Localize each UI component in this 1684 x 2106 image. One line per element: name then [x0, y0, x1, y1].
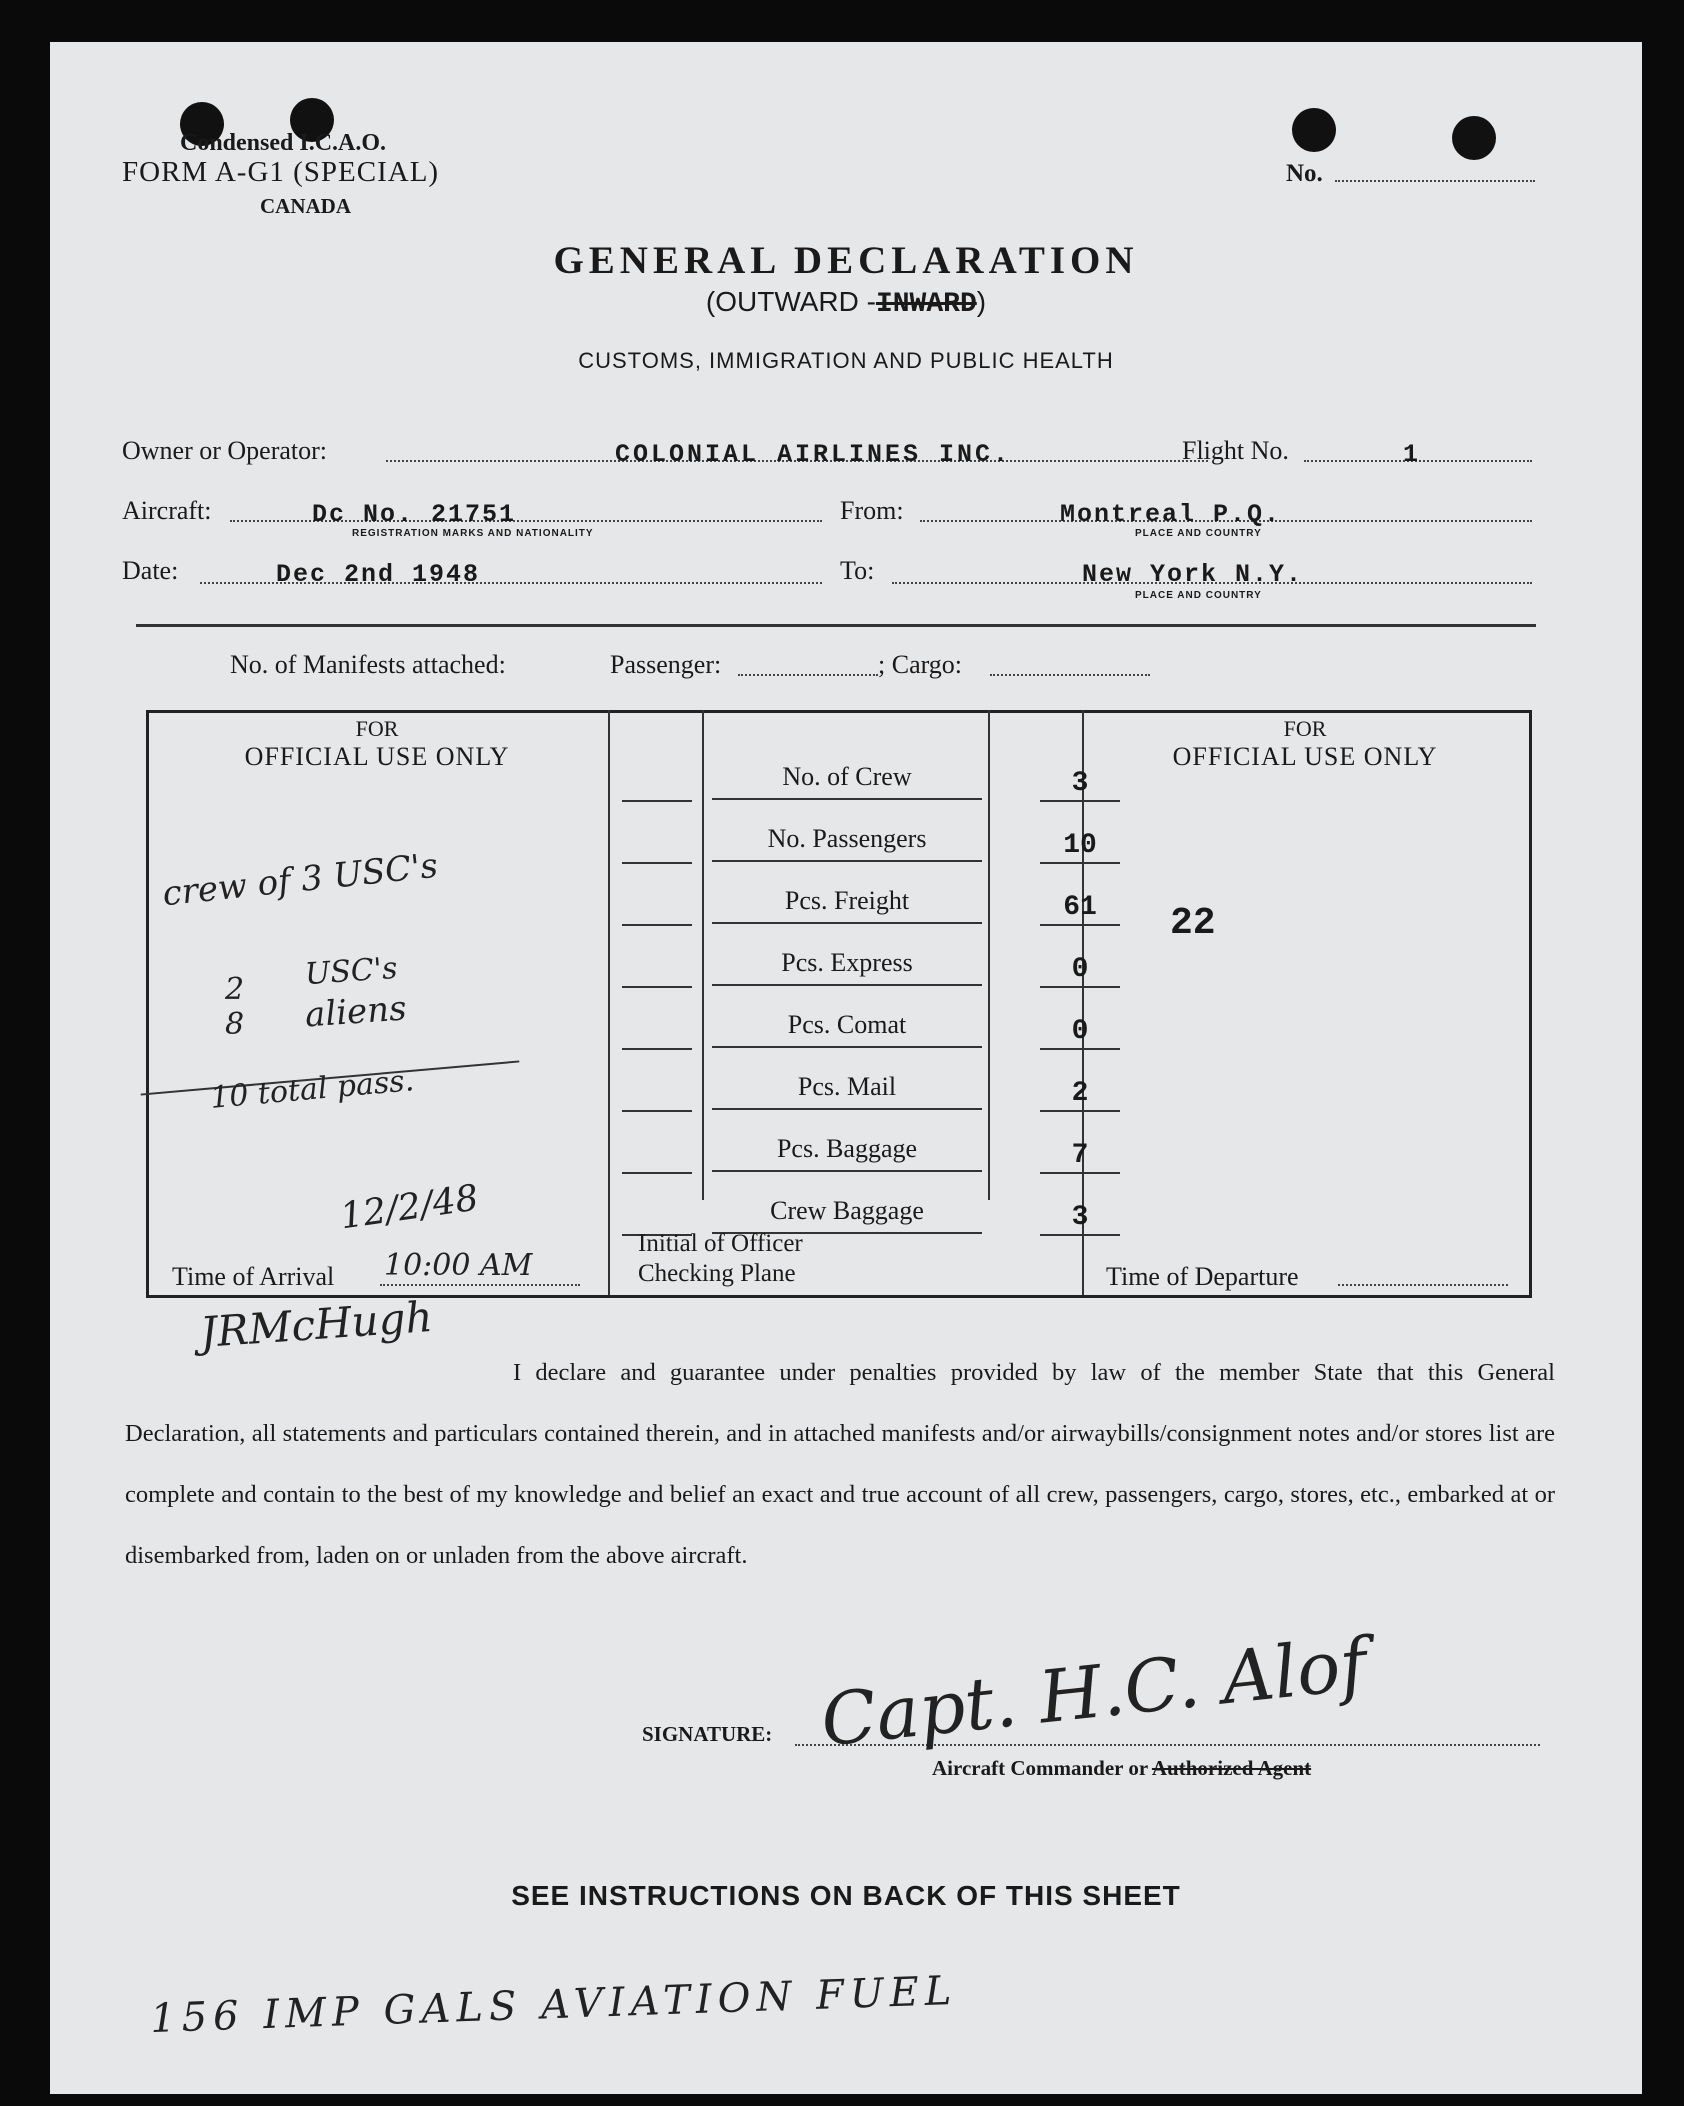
hand-note-2: 2 [225, 972, 245, 1007]
captain-signature: Capt. H.C. Alof [817, 1621, 1371, 1763]
departure-label: Time of Departure [1106, 1262, 1299, 1291]
header-country: CANADA [260, 194, 351, 218]
title-outward: (OUTWARD - [705, 286, 876, 317]
hand-note-usc: USC's [303, 950, 399, 993]
row-label: Pcs. Comat [787, 1010, 907, 1039]
page-title: GENERAL DECLARATION [553, 239, 1139, 282]
row-dash-right [1040, 924, 1120, 926]
divider [136, 624, 1536, 627]
officer-line2: Checking Plane [638, 1260, 796, 1287]
owner-label: Owner or Operator: [122, 436, 328, 465]
row-dash-left [622, 924, 692, 926]
aircraft-label: Aircraft: [122, 496, 212, 525]
no-label: No. [1286, 160, 1323, 187]
table-divider [608, 710, 610, 1295]
title-close: ) [976, 286, 987, 317]
date-label: Date: [122, 556, 179, 585]
header-condensed: Condensed I.C.A.O. [180, 130, 387, 156]
manifests-passenger-field[interactable] [738, 674, 878, 676]
no-field[interactable] [1335, 180, 1535, 182]
hand-note-crew: crew of 3 USC's [160, 845, 440, 915]
manifests-cargo-label: ; Cargo: [878, 650, 963, 679]
row-dash-left [622, 800, 692, 802]
to-label: To: [840, 556, 875, 585]
table-divider [988, 710, 990, 1200]
row-rule [712, 1108, 982, 1110]
owner-value: COLONIAL AIRLINES INC. [615, 440, 1012, 469]
to-hint: PLACE AND COUNTRY [1135, 590, 1262, 601]
row-value: 7 [1071, 1140, 1089, 1171]
declaration-text: I declare and guarantee under penalties provided by law of the member State that this General Declaration, all statements and particulars contained therein, and in attached manifests and/or airwaybills/consignment notes and/or stores list are complete and contain to the best of my knowledge and belief an exact and true account of all crew, passengers, cargo, stores, etc., embarked at or disembarked from, laden on or unladen from the above aircraft. [125, 1359, 1555, 1569]
row-value: 3 [1071, 1202, 1089, 1233]
hand-note-8: 8 [225, 1007, 245, 1042]
signature-agent-struck: Authorized Agent [1151, 1756, 1312, 1780]
row-value: 2 [1071, 1078, 1089, 1109]
date-value: Dec 2nd 1948 [276, 560, 481, 589]
header-form: FORM A-G1 (SPECIAL) [122, 156, 440, 188]
row-label: No. of Crew [782, 762, 912, 791]
signature-label: SIGNATURE: [642, 1722, 773, 1746]
row-value: 10 [1063, 830, 1097, 861]
row-rule [712, 1170, 982, 1172]
manifests-label: No. of Manifests attached: [230, 650, 506, 679]
row-label: Crew Baggage [770, 1196, 924, 1225]
row-dash-right [1040, 1234, 1120, 1236]
hand-note-total: 10 total pass. [208, 1063, 416, 1116]
punch-hole [1292, 108, 1336, 152]
left-for: FOR [355, 716, 399, 741]
from-label: From: [840, 496, 904, 525]
punch-hole [1452, 116, 1496, 160]
row-dash-right [1040, 1048, 1120, 1050]
document-sheet [50, 42, 1642, 2094]
row-label: Pcs. Baggage [776, 1134, 918, 1163]
from-hint: PLACE AND COUNTRY [1135, 528, 1262, 539]
signature-commander-text: Aircraft Commander or [932, 1756, 1148, 1780]
flight-value: 1 [1403, 440, 1419, 469]
hand-fuel-note: 156 IMP GALS AVIATION FUEL [149, 1967, 959, 2043]
row-dash-right [1040, 800, 1120, 802]
row-label: Pcs. Mail [797, 1072, 897, 1101]
row-dash-left [622, 1110, 692, 1112]
row-rule [712, 798, 982, 800]
right-number: 22 [1170, 902, 1216, 945]
row-rule [712, 922, 982, 924]
aircraft-value: Dc No. 21751 [312, 500, 517, 529]
row-dash-left [622, 1048, 692, 1050]
right-official: OFFICIAL USE ONLY [1172, 742, 1438, 771]
row-rule [712, 1046, 982, 1048]
row-dash-left [622, 862, 692, 864]
hand-date: 12/2/48 [337, 1177, 481, 1238]
row-label: No. Passengers [767, 824, 927, 853]
officer-signature: JRMcHugh [198, 1291, 435, 1358]
title-direction [50, 286, 1642, 320]
row-dash-right [1040, 1172, 1120, 1174]
row-value: 61 [1063, 892, 1097, 923]
to-value: New York N.Y. [1082, 560, 1304, 589]
row-value: 3 [1071, 768, 1089, 799]
row-value: 0 [1071, 954, 1089, 985]
title-agency: CUSTOMS, IMMIGRATION AND PUBLIC HEALTH [578, 348, 1114, 373]
row-rule [712, 984, 982, 986]
row-dash-right [1040, 1110, 1120, 1112]
flight-label: Flight No. [1182, 436, 1289, 465]
row-label: Pcs. Freight [784, 886, 910, 915]
row-dash-right [1040, 986, 1120, 988]
row-dash-left [622, 986, 692, 988]
from-value: Montreal P.Q. [1060, 500, 1282, 529]
signature-commander [932, 1756, 1311, 1781]
right-for: FOR [1283, 716, 1327, 741]
officer-line1: Initial of Officer [638, 1230, 803, 1257]
arrival-value: 10:00 AM [384, 1248, 533, 1283]
row-dash-right [1040, 862, 1120, 864]
hand-note-aliens: aliens [303, 988, 408, 1036]
manifests-passenger-label: Passenger: [610, 650, 722, 679]
table-divider [702, 710, 704, 1200]
footer-instructions: SEE INSTRUCTIONS ON BACK OF THIS SHEET [511, 1880, 1181, 1911]
departure-field[interactable] [1338, 1284, 1508, 1286]
row-dash-left [622, 1172, 692, 1174]
left-official: OFFICIAL USE ONLY [244, 742, 510, 771]
row-label: Pcs. Express [781, 948, 913, 977]
title-inward-struck: INWARD [875, 289, 977, 320]
manifests-cargo-field[interactable] [990, 674, 1150, 676]
aircraft-hint: REGISTRATION MARKS AND NATIONALITY [352, 528, 594, 539]
arrival-field[interactable] [380, 1284, 580, 1286]
arrival-label: Time of Arrival [172, 1262, 335, 1291]
row-value: 0 [1071, 1016, 1089, 1047]
row-rule [712, 860, 982, 862]
